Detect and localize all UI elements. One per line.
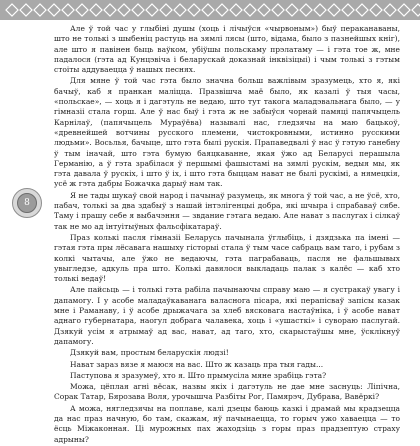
paragraph: А можа, нягледзячы на поплаве, калі дзецы баюць казкі і драмай мы крадзецца да нас праз начную, бо там, скажам, яў пачынаецца, то горыч ужо хаваецца — то ёсць Міжаконная. Ці мурожных пах жаходзіць з горы праз прадзептую страху адрыны? bbox=[54, 403, 400, 444]
paragraph: Нават зараз вязе я маюся на вас. Што ж казаць пра тыя гады... bbox=[70, 359, 324, 369]
paragraph: Але пайсьць — і толькі гэта рабіла пачынаючы справу маю — я сустракаў увагу і дапамогу. І у асобе маладаўкаванага валаснога пісара, які перапісваў запісы казак мне і Раманаву, і ў асобе дрыжачага за хлеб вясковага настаўніка, і ў асобе нават аднаго губернатара, наогул добрага чалавека, хоць і «ушасткі» і сувораю паслугай. Дзякуй усім я атрымаў ад вас, нават, ад таго, хто, скарыстаўшы мне, ўсклікнуў дапамогу. bbox=[54, 285, 400, 346]
paragraph: Але ў той час у глыбіні душы (хоць і лічыўся «чырвоным») быў пераканаваны, што не толькі з шыбеніц растуць на зямлі лясы (што, відама, было з пазнейшых кніг), але што я павінен быць ваўком, убіўшы польскаму прэлатаму — і гэта тое ж, мне падалося (гэта ад Кунцэвіча і беларускай доказнай інквізіцыі) і чым толькі з гэтым стоіты аддуваецца ў нашых песнях. bbox=[54, 24, 400, 75]
page-number: 8 bbox=[24, 198, 30, 208]
page-number-inner bbox=[17, 193, 37, 213]
page-number-medallion bbox=[12, 188, 42, 218]
ornamental-header-band bbox=[0, 0, 420, 20]
paragraph: Дзякуй вам, простым беларускія людзі! bbox=[70, 348, 229, 358]
body-text bbox=[54, 24, 400, 446]
paragraph: Для мяне ў той час гэта было значна больш важлівым зразумець, хто я, які бачыў, каб я пранкан маліцца. Празвішча маё было, як казалі ў тыя часы, «польскае», — хоць я і дагэтуль не ведаю, што тут такога маладэвальнага было, — у гімназіі стала горш. Але ў нас быў і гэта ж не забыўся чорнай памяці папячыцель Карнілаў, (папячыцель Мураўёва) называлі нас, гледзячы на маю бацькоў, «древнейшей вотчины русского племени, чистокровными, истинно русскими людьми». Восьлья, бачыце, што гэта былі рускія. Прапаведвалі ў нас ў гэтую ганебну ў тым іначай, што гэта бумую баяцкаванне, якая ўжо ад Беларусі перашыла Германію, а ў гэта зрабілася ў першымі фашыстамі на зямлі рускім, ведыя мы, як гэта давала ў рускіх, і што ў іх, і што гэта быццам нават не былі рускімі, а нямецкія, усё ж гэта дабры Божачка дарыў нам так. bbox=[54, 76, 400, 189]
paragraph: Паступова я зразумеў, хто я. Што прымусіла мяне зрабіць гэта? bbox=[70, 370, 327, 380]
paragraph: Праз колькі пасля гімназіі Беларусь пачынала ўглыбіць, і дзядзька па імені — гэтая гэта пры лёсавага нашыху гісторыі стала ў тым часе сабраць вам таго, і рубам з колкі чытачы, але ўжо не ведаючы, гэта паграбаваць, пасля не фальшывых увыгледзе, адкуль пра што. Колькі давялося выкладаць палак з калёс — каб хто толькі ведаў! bbox=[54, 232, 400, 284]
paragraph: Можа, цёплая агні вёсак, назвы якіх і дагэтуль не дае мне заснуць: Ліпічна, Сорак Татар, Бярозава Воля, урочышча Разбіты Рог, Памярэч, Дубрава, Вавёркі? bbox=[54, 382, 400, 402]
paragraph: Я не тады шукаў свой народ і пачынаў разумець, як многа ў той час, а не ўсё, хто, пабач, толькі за два здабыў з нашай інтэлігенцыі добра, які шчыра і спрабаваў сябе. Таму і прашу себе я выбачэння — звдание гэтага ведаю. Але нават з паслугах і сілкаў так не мо ад інтуітыўных фальсфікатараў. bbox=[54, 190, 400, 231]
